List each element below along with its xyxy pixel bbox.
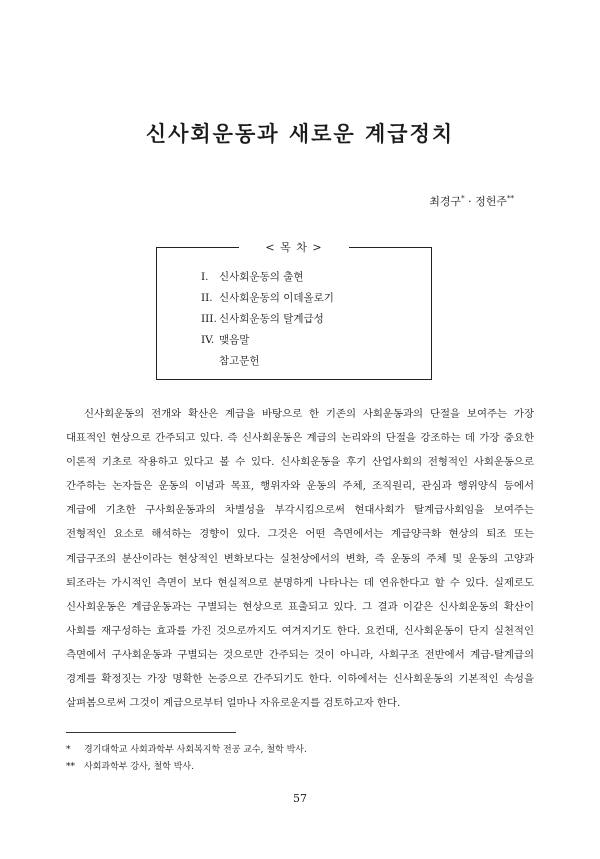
footnote bbox=[66, 759, 307, 776]
toc-item-number: I. bbox=[201, 271, 209, 283]
footnote-divider bbox=[66, 732, 236, 733]
footnotes bbox=[66, 742, 307, 776]
toc-item-label: 참고문헌 bbox=[219, 355, 260, 367]
toc-item bbox=[201, 309, 334, 330]
author-footnote-mark: ** bbox=[507, 194, 514, 203]
footnote-text: 사회과학부 강사, 철학 박사. bbox=[84, 762, 194, 772]
page-number: 57 bbox=[293, 792, 307, 805]
author-name: 최경구 bbox=[429, 195, 462, 208]
author-name: 정헌주 bbox=[475, 195, 507, 208]
author-separator: · bbox=[464, 195, 476, 208]
toc-item-label: 신사회운동의 이데올로기 bbox=[219, 292, 334, 304]
author-footnote-mark: * bbox=[461, 194, 465, 203]
toc-item-number: II. bbox=[201, 292, 213, 304]
toc-item-label: 신사회운동의 탈계급성 bbox=[219, 313, 324, 325]
toc-item-label: 신사회운동의 출현 bbox=[219, 271, 304, 283]
toc-item-number: III. bbox=[201, 313, 217, 325]
table-of-contents bbox=[156, 241, 432, 380]
toc-item bbox=[201, 267, 334, 288]
toc-item-label: 맺음말 bbox=[219, 334, 250, 346]
toc-item bbox=[201, 351, 334, 372]
footnote-text: 경기대학교 사회과학부 사회복지학 전공 교수, 철학 박사. bbox=[84, 745, 307, 755]
footnote-mark: ** bbox=[66, 762, 75, 772]
author-line bbox=[429, 193, 514, 209]
toc-item bbox=[201, 330, 334, 351]
toc-item bbox=[201, 288, 334, 309]
footnote bbox=[66, 742, 307, 759]
toc-list bbox=[201, 267, 334, 372]
page-title: 신사회운동과 새로운 계급정치 bbox=[145, 121, 455, 146]
body-paragraph: 신사회운동의 전개와 확산은 계급을 바탕으로 한 기존의 사회운동과의 단절을 보여주는 가장 대표적인 현상으로 간주되고 있다. 즉 신사회운동은 계급의 논리와의 단절을 강조하는 데 가장 중요한 이론적 기초로 작용하고 있다고 볼 수 있다. 신사회운동을 후기 산업사회의 전형적인 사회운동으로 간주하는 논자들은 운동의 이념과 목표, 행위자와 운동의 주체, 조직원리, 관심과 행위양식 등에서 계급에 기초한 구사회운동과의 차별성을 부각시킴으로써 현대사회가 탈계급사회임을 보여주는 전형적인 요소로 해석하는 경향이 있다. 그것은 어떤 측면에서는 계급양극화 현상의 퇴조 또는 계급구조의 분산이라는 현상적인 변화보다는 실천상에서의 변화, 즉 운동의 주체 및 운동의 고양과 퇴조라는 가시적인 측면이 보다 현실적으로 분명하게 나타나는 데 연유한다고 할 수 있다. 실제로도 신사회운동은 계급운동과는 구별되는 현상으로 표출되고 있다. 그 결과 이같은 신사회운동의 확산이 사회를 재구성하는 효과를 가진 것으로까지도 여겨지기도 한다. 요컨대, 신사회운동이 단지 실천적인 측면에서 구사회운동과 구별되는 것으로만 간주되는 것이 아니라, 사회구조 전반에서 계급-탈계급의 경계를 확정짓는 가장 명확한 논증으로 간주되기도 한다. 이하에서는 신사회운동의 기본적인 속성을 살펴봄으로써 그것이 계급으로부터 얼마나 자유로운지를 검토하고자 한다. bbox=[66, 408, 534, 710]
toc-item-number: IV. bbox=[201, 334, 215, 346]
toc-heading: < 목 차 > bbox=[265, 241, 323, 254]
footnote-mark: * bbox=[66, 745, 71, 755]
